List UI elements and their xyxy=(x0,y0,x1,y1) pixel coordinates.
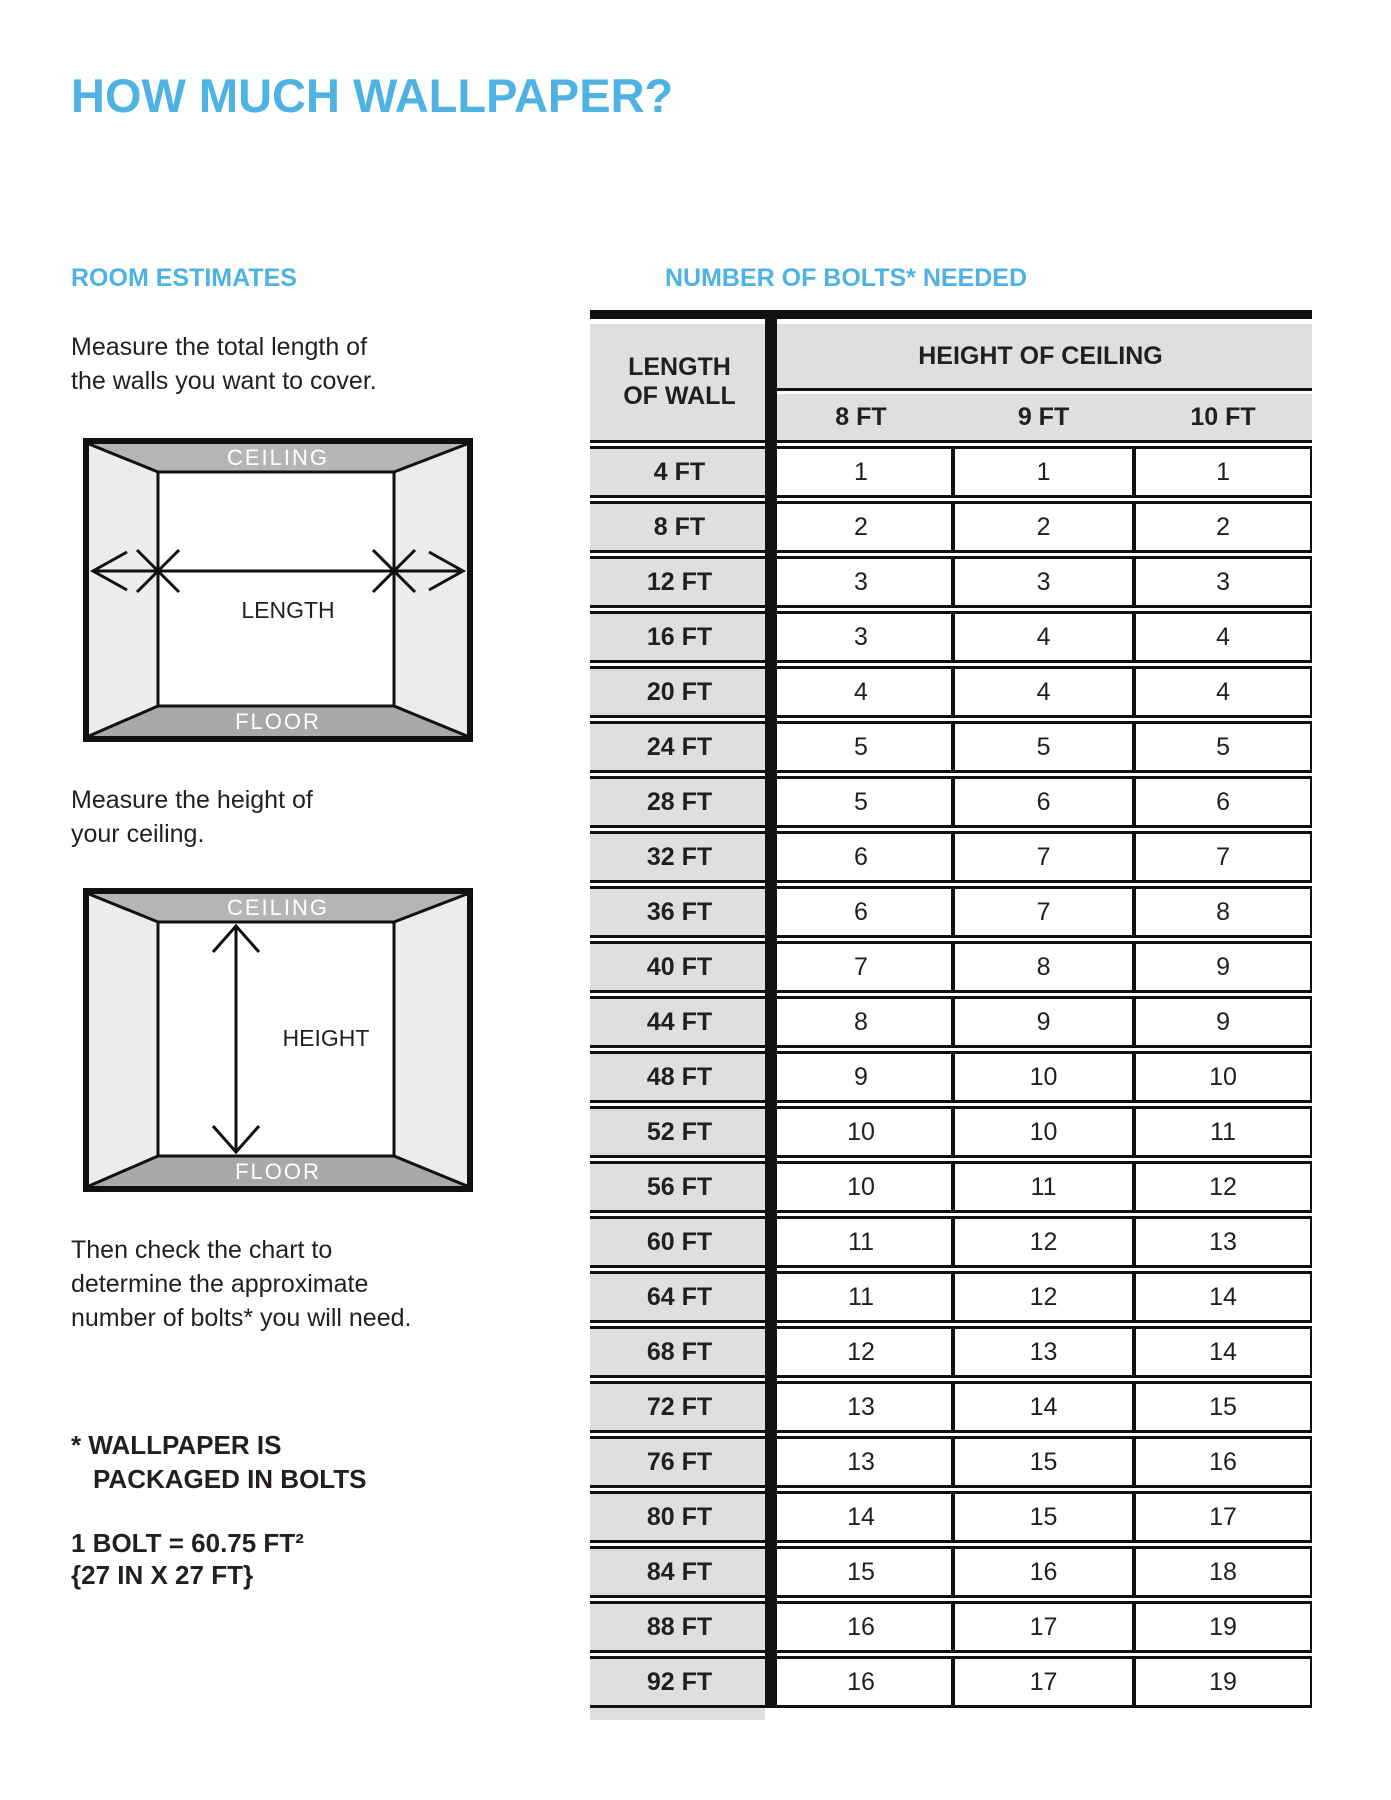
measure-length-line2: the walls you want to cover. xyxy=(71,367,377,395)
table-row xyxy=(590,1491,1312,1543)
bolt-count-cell: 17 xyxy=(953,1656,1134,1708)
bolt-count-cell: 4 xyxy=(953,611,1134,663)
row-length-label: 68 FT xyxy=(590,1326,769,1378)
bolts-table-body xyxy=(590,446,1312,1708)
measure-height-line2: your ceiling. xyxy=(71,820,205,848)
bolt-count-cell: 10 xyxy=(769,1106,953,1158)
table-row xyxy=(590,1106,1312,1158)
bolt-count-cell: 6 xyxy=(769,886,953,938)
page-title: HOW MUCH WALLPAPER? xyxy=(71,69,674,122)
table-row xyxy=(590,446,1312,498)
row-length-label: 8 FT xyxy=(590,501,769,553)
ceiling-label: CEILING xyxy=(226,445,330,470)
table-row xyxy=(590,941,1312,993)
check-chart-text xyxy=(71,1233,411,1335)
bolt-count-cell: 5 xyxy=(1134,721,1312,773)
row-length-label: 76 FT xyxy=(590,1436,769,1488)
bolt-count-cell: 8 xyxy=(1134,886,1312,938)
column-divider xyxy=(765,310,777,1708)
bolt-count-cell: 16 xyxy=(769,1656,953,1708)
row-length-label: 32 FT xyxy=(590,831,769,883)
length-of-wall-line1: LENGTH xyxy=(628,352,731,381)
row-length-label: 16 FT xyxy=(590,611,769,663)
table-row xyxy=(590,1436,1312,1488)
row-length-label: 36 FT xyxy=(590,886,769,938)
ceiling-label: CEILING xyxy=(226,895,330,920)
measure-height-line1: Measure the height of xyxy=(71,786,313,814)
col-header-8ft: 8 FT xyxy=(769,394,953,443)
bolt-count-cell: 2 xyxy=(953,501,1134,553)
floor-label: FLOOR xyxy=(235,1159,321,1184)
bottom-gray-strip xyxy=(590,1708,765,1720)
height-diagram xyxy=(83,888,473,1192)
bolt-count-cell: 5 xyxy=(769,721,953,773)
bolts-needed-header: NUMBER OF BOLTS* NEEDED xyxy=(664,264,1028,292)
bolt-count-cell: 1 xyxy=(769,446,953,498)
length-diagram xyxy=(83,438,473,742)
bolt-count-cell: 10 xyxy=(1134,1051,1312,1103)
row-length-label: 60 FT xyxy=(590,1216,769,1268)
row-length-label: 80 FT xyxy=(590,1491,769,1543)
bolt-count-cell: 1 xyxy=(1134,446,1312,498)
bolt-count-cell: 14 xyxy=(1134,1326,1312,1378)
bolt-count-cell: 16 xyxy=(769,1601,953,1653)
table-row xyxy=(590,996,1312,1048)
height-label: HEIGHT xyxy=(282,1025,370,1051)
table-row xyxy=(590,1656,1312,1708)
table-row xyxy=(590,1326,1312,1378)
table-row xyxy=(590,1601,1312,1653)
bolt-count-cell: 2 xyxy=(1134,501,1312,553)
bolt-count-cell: 3 xyxy=(1134,556,1312,608)
bolt-spec-line2: {27 IN X 27 FT} xyxy=(71,1560,254,1590)
table-row xyxy=(590,666,1312,718)
row-length-label: 88 FT xyxy=(590,1601,769,1653)
bolt-count-cell: 4 xyxy=(1134,666,1312,718)
table-row xyxy=(590,1161,1312,1213)
bolt-count-cell: 17 xyxy=(1134,1491,1312,1543)
bolt-count-cell: 15 xyxy=(769,1546,953,1598)
bolt-count-cell: 11 xyxy=(953,1161,1134,1213)
row-length-label: 20 FT xyxy=(590,666,769,718)
bolt-count-cell: 1 xyxy=(953,446,1134,498)
row-length-label: 28 FT xyxy=(590,776,769,828)
row-length-label: 4 FT xyxy=(590,446,769,498)
length-label: LENGTH xyxy=(241,597,335,623)
bolt-count-cell: 13 xyxy=(1134,1216,1312,1268)
bolt-count-cell: 11 xyxy=(769,1216,953,1268)
table-row xyxy=(590,886,1312,938)
row-length-label: 44 FT xyxy=(590,996,769,1048)
table-row xyxy=(590,1546,1312,1598)
bolt-count-cell: 11 xyxy=(1134,1106,1312,1158)
bolt-count-cell: 15 xyxy=(1134,1381,1312,1433)
table-row xyxy=(590,1381,1312,1433)
bolt-count-cell: 17 xyxy=(953,1601,1134,1653)
table-row xyxy=(590,501,1312,553)
bolt-count-cell: 10 xyxy=(953,1051,1134,1103)
bolt-count-cell: 16 xyxy=(1134,1436,1312,1488)
row-length-label: 72 FT xyxy=(590,1381,769,1433)
bolt-count-cell: 12 xyxy=(953,1271,1134,1323)
bolt-count-cell: 5 xyxy=(769,776,953,828)
height-of-ceiling-header: HEIGHT OF CEILING xyxy=(769,324,1312,391)
bolt-count-cell: 10 xyxy=(953,1106,1134,1158)
table-row xyxy=(590,1051,1312,1103)
bolt-count-cell: 7 xyxy=(953,886,1134,938)
bolt-count-cell: 6 xyxy=(953,776,1134,828)
bolt-count-cell: 4 xyxy=(1134,611,1312,663)
bolt-count-cell: 9 xyxy=(953,996,1134,1048)
check-chart-line1: Then check the chart to xyxy=(71,1236,333,1264)
bolt-count-cell: 8 xyxy=(769,996,953,1048)
bolt-count-cell: 14 xyxy=(1134,1271,1312,1323)
bolt-count-cell: 3 xyxy=(953,556,1134,608)
bolts-table xyxy=(590,310,1312,1720)
bolt-count-cell: 5 xyxy=(953,721,1134,773)
room-estimates-header: ROOM ESTIMATES xyxy=(71,264,297,292)
table-top-bar xyxy=(590,310,1312,319)
table-row xyxy=(590,721,1312,773)
bolt-count-cell: 15 xyxy=(953,1491,1134,1543)
table-row xyxy=(590,556,1312,608)
measure-length-text xyxy=(71,330,377,398)
length-of-wall-header xyxy=(590,324,769,443)
bolts-table-grid xyxy=(590,321,1312,1711)
bolt-count-cell: 13 xyxy=(769,1436,953,1488)
bolt-count-cell: 8 xyxy=(953,941,1134,993)
bolt-count-cell: 13 xyxy=(953,1326,1134,1378)
row-length-label: 52 FT xyxy=(590,1106,769,1158)
height-diagram-svg xyxy=(83,888,473,1192)
bolt-count-cell: 10 xyxy=(769,1161,953,1213)
row-length-label: 64 FT xyxy=(590,1271,769,1323)
row-length-label: 24 FT xyxy=(590,721,769,773)
bolt-count-cell: 7 xyxy=(769,941,953,993)
length-of-wall-line2: OF WALL xyxy=(623,382,736,410)
check-chart-line3: number of bolts* you will need. xyxy=(71,1304,412,1332)
col-header-9ft: 9 FT xyxy=(953,394,1134,443)
bolt-spec xyxy=(71,1527,304,1591)
bolt-count-cell: 12 xyxy=(769,1326,953,1378)
bolt-count-cell: 7 xyxy=(953,831,1134,883)
row-length-label: 12 FT xyxy=(590,556,769,608)
row-length-label: 56 FT xyxy=(590,1161,769,1213)
bolt-count-cell: 9 xyxy=(1134,941,1312,993)
wallpaper-footnote xyxy=(71,1428,366,1496)
bolt-count-cell: 9 xyxy=(769,1051,953,1103)
bolt-count-cell: 7 xyxy=(1134,831,1312,883)
bolt-count-cell: 16 xyxy=(953,1546,1134,1598)
measure-height-text xyxy=(71,783,313,851)
floor-label: FLOOR xyxy=(235,709,321,734)
table-row xyxy=(590,776,1312,828)
table-header-row-1 xyxy=(590,324,1312,391)
bolt-count-cell: 3 xyxy=(769,611,953,663)
bolt-count-cell: 12 xyxy=(1134,1161,1312,1213)
bolt-count-cell: 4 xyxy=(769,666,953,718)
bolt-count-cell: 2 xyxy=(769,501,953,553)
table-row xyxy=(590,611,1312,663)
bolt-count-cell: 13 xyxy=(769,1381,953,1433)
col-header-10ft: 10 FT xyxy=(1134,394,1312,443)
check-chart-line2: determine the approximate xyxy=(71,1270,369,1298)
table-row xyxy=(590,1216,1312,1268)
bolt-count-cell: 19 xyxy=(1134,1656,1312,1708)
bolt-count-cell: 14 xyxy=(953,1381,1134,1433)
bolt-count-cell: 19 xyxy=(1134,1601,1312,1653)
bolt-count-cell: 18 xyxy=(1134,1546,1312,1598)
table-row xyxy=(590,1271,1312,1323)
bolt-count-cell: 6 xyxy=(1134,776,1312,828)
footnote-line2: PACKAGED IN BOLTS xyxy=(93,1464,367,1494)
bolt-count-cell: 14 xyxy=(769,1491,953,1543)
bolt-count-cell: 9 xyxy=(1134,996,1312,1048)
row-length-label: 84 FT xyxy=(590,1546,769,1598)
bolt-count-cell: 12 xyxy=(953,1216,1134,1268)
length-diagram-svg xyxy=(83,438,473,742)
table-row xyxy=(590,831,1312,883)
bolt-spec-line1: 1 BOLT = 60.75 FT² xyxy=(71,1528,304,1558)
row-length-label: 40 FT xyxy=(590,941,769,993)
bolt-count-cell: 15 xyxy=(953,1436,1134,1488)
footnote-line1: * WALLPAPER IS xyxy=(71,1430,282,1460)
row-length-label: 92 FT xyxy=(590,1656,769,1708)
row-length-label: 48 FT xyxy=(590,1051,769,1103)
bolt-count-cell: 3 xyxy=(769,556,953,608)
bolt-count-cell: 4 xyxy=(953,666,1134,718)
bolt-count-cell: 11 xyxy=(769,1271,953,1323)
measure-length-line1: Measure the total length of xyxy=(71,333,368,361)
bolt-count-cell: 6 xyxy=(769,831,953,883)
